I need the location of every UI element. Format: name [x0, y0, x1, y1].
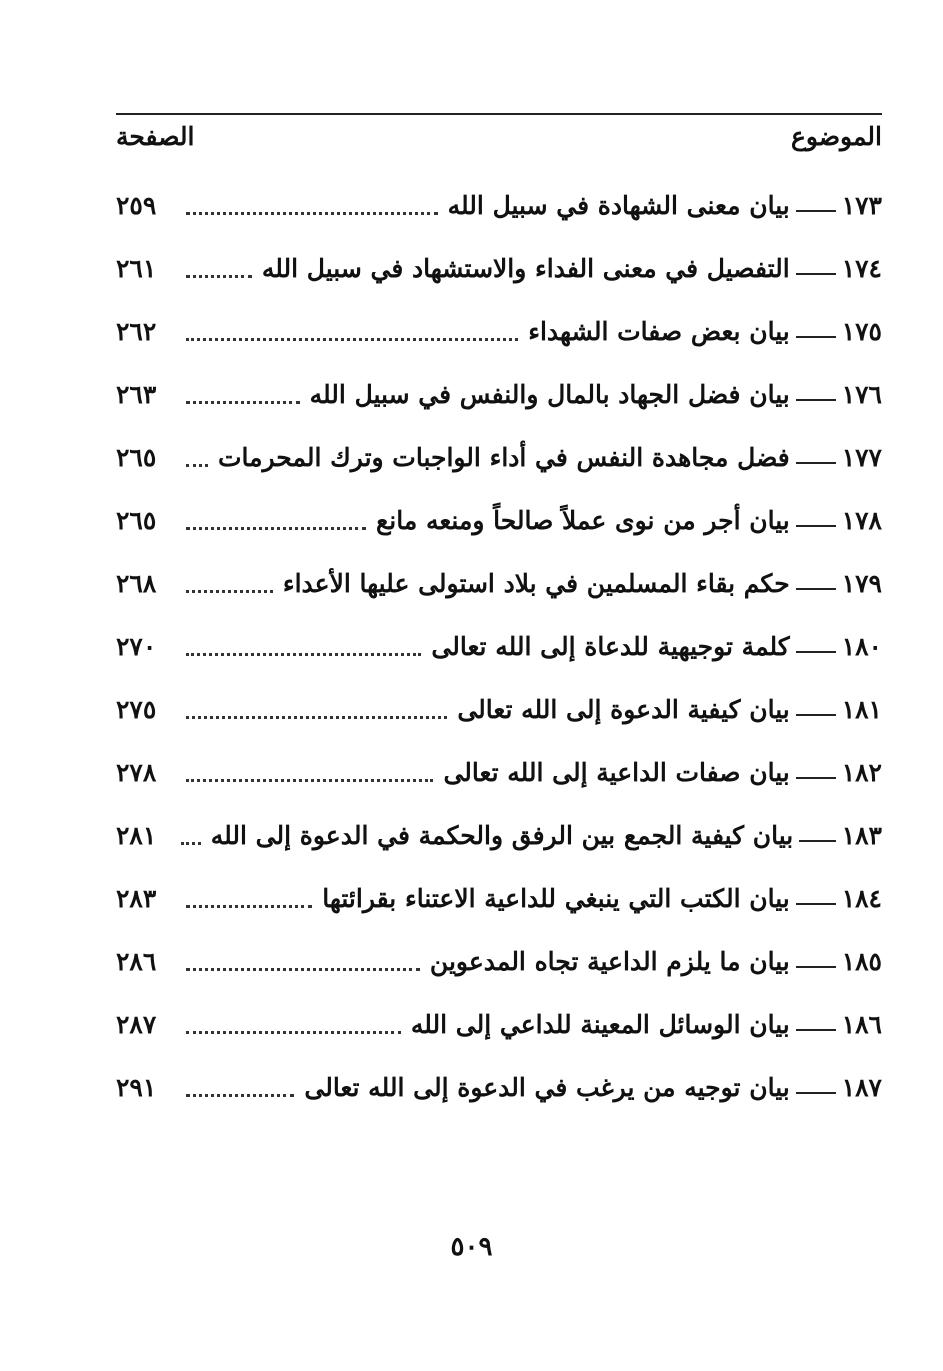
- entry-number: ١٧٩: [841, 569, 882, 598]
- entry-dash: [796, 651, 836, 653]
- topic-column-label: الموضوع: [791, 122, 882, 151]
- entry-number: ١٨١: [841, 695, 882, 724]
- entry-title: بيان الكتب التي ينبغي للداعية الاعتناء بقرائتها: [322, 884, 790, 913]
- dot-leader: [186, 401, 300, 404]
- entry-title: بيان معنى الشهادة في سبيل الله: [447, 191, 790, 220]
- toc-entry: [116, 363, 882, 426]
- entry-dash: [796, 777, 836, 779]
- entry-number: ١٨٦: [841, 1010, 882, 1039]
- entry-number: ١٧٨: [841, 506, 882, 535]
- entry-title: كلمة توجيهية للدعاة إلى الله تعالى: [431, 632, 790, 661]
- toc-entry: [116, 552, 882, 615]
- toc-entry: [116, 741, 882, 804]
- dot-leader: [186, 1031, 401, 1034]
- entry-dash: [796, 903, 836, 905]
- entry-number: ١٧٤: [841, 254, 882, 283]
- entry-number: ١٨٧: [841, 1073, 882, 1102]
- entry-title: بيان كيفية الجمع بين الرفق والحكمة في الدعوة إلى الله: [210, 821, 794, 850]
- dot-leader: [186, 527, 366, 530]
- entry-page-number: ٢٥٩: [116, 191, 157, 220]
- toc-entry: [116, 930, 882, 993]
- entry-page-number: ٢٨٧: [116, 1010, 157, 1039]
- dot-leader: [186, 212, 438, 215]
- entry-page-number: ٢٧٨: [116, 758, 157, 787]
- entry-number: ١٨٠: [841, 632, 882, 661]
- dot-leader: [186, 968, 420, 971]
- entry-dash: [796, 273, 836, 275]
- entry-title: بيان الوسائل المعينة للداعي إلى الله: [410, 1010, 790, 1039]
- entry-page-number: ٢٦٨: [116, 569, 157, 598]
- dot-leader: [186, 779, 433, 782]
- page-column-label: الصفحة: [116, 122, 195, 151]
- entry-title: بيان فضل الجهاد بالمال والنفس في سبيل الله: [309, 380, 790, 409]
- entry-dash: [796, 714, 836, 716]
- dot-leader: [186, 653, 421, 656]
- dot-leader: [186, 905, 312, 908]
- entry-number: ١٧٣: [841, 191, 882, 220]
- entry-page-number: ٢٨١: [116, 821, 157, 850]
- entry-dash: [796, 525, 836, 527]
- dot-leader: [186, 464, 208, 467]
- toc-entry: [116, 237, 882, 300]
- dot-leader: [186, 338, 518, 341]
- entry-dash: [796, 1092, 836, 1094]
- toc-list: [116, 174, 882, 1119]
- entry-title: بيان بعض صفات الشهداء: [528, 317, 790, 346]
- dot-leader: [186, 590, 273, 593]
- toc-entry: [116, 489, 882, 552]
- entry-dash: [796, 462, 836, 464]
- entry-title: بيان أجر من نوى عملاً صالحاً ومنعه مانع: [375, 506, 790, 535]
- entry-number: ١٨٣: [841, 821, 882, 850]
- entry-dash: [796, 210, 836, 212]
- entry-dash: [796, 1029, 836, 1031]
- entry-dash: [796, 588, 836, 590]
- dot-leader: [186, 716, 447, 719]
- dot-leader: [181, 842, 201, 845]
- entry-page-number: ٢٩١: [116, 1073, 157, 1102]
- entry-number: ١٨٥: [841, 947, 882, 976]
- entry-page-number: ٢٨٣: [116, 884, 157, 913]
- entry-page-number: ٢٧٠: [116, 632, 157, 661]
- entry-page-number: ٢٦٥: [116, 443, 157, 472]
- entry-dash: [796, 399, 836, 401]
- entry-title: بيان كيفية الدعوة إلى الله تعالى: [457, 695, 790, 724]
- entry-page-number: ٢٦٢: [116, 317, 157, 346]
- dot-leader: [186, 275, 252, 278]
- entry-number: ١٨٢: [841, 758, 882, 787]
- dot-leader: [186, 1094, 294, 1097]
- toc-entry: [116, 1056, 882, 1119]
- entry-number: ١٧٦: [841, 380, 882, 409]
- entry-number: ١٧٧: [841, 443, 882, 472]
- entry-title: بيان صفات الداعية إلى الله تعالى: [443, 758, 790, 787]
- entry-title: فضل مجاهدة النفس في أداء الواجبات وترك المحرمات: [217, 443, 790, 472]
- toc-header: [116, 118, 882, 164]
- toc-entry: [116, 300, 882, 363]
- top-rule: [116, 113, 882, 115]
- toc-entry: [116, 174, 882, 237]
- entry-number: ١٧٥: [841, 317, 882, 346]
- entry-page-number: ٢٦١: [116, 254, 157, 283]
- entry-title: بيان ما يلزم الداعية تجاه المدعوين: [429, 947, 790, 976]
- entry-dash: [799, 840, 835, 842]
- entry-title: التفصيل في معنى الفداء والاستشهاد في سبيل الله: [261, 254, 790, 283]
- toc-entry: [116, 867, 882, 930]
- toc-entry: [116, 993, 882, 1056]
- entry-page-number: ٢٨٦: [116, 947, 157, 976]
- toc-entry: [116, 615, 882, 678]
- entry-page-number: ٢٦٥: [116, 506, 157, 535]
- entry-dash: [796, 336, 836, 338]
- page-number: ٥٠٩: [450, 1232, 493, 1262]
- entry-dash: [796, 966, 836, 968]
- toc-entry: [116, 678, 882, 741]
- toc-entry: [116, 426, 882, 489]
- entry-title: حكم بقاء المسلمين في بلاد استولى عليها الأعداء: [282, 569, 790, 598]
- entry-page-number: ٢٧٥: [116, 695, 157, 724]
- toc-entry: [116, 804, 882, 867]
- entry-page-number: ٢٦٣: [116, 380, 157, 409]
- entry-number: ١٨٤: [841, 884, 882, 913]
- entry-title: بيان توجيه من يرغب في الدعوة إلى الله تعالى: [304, 1073, 790, 1102]
